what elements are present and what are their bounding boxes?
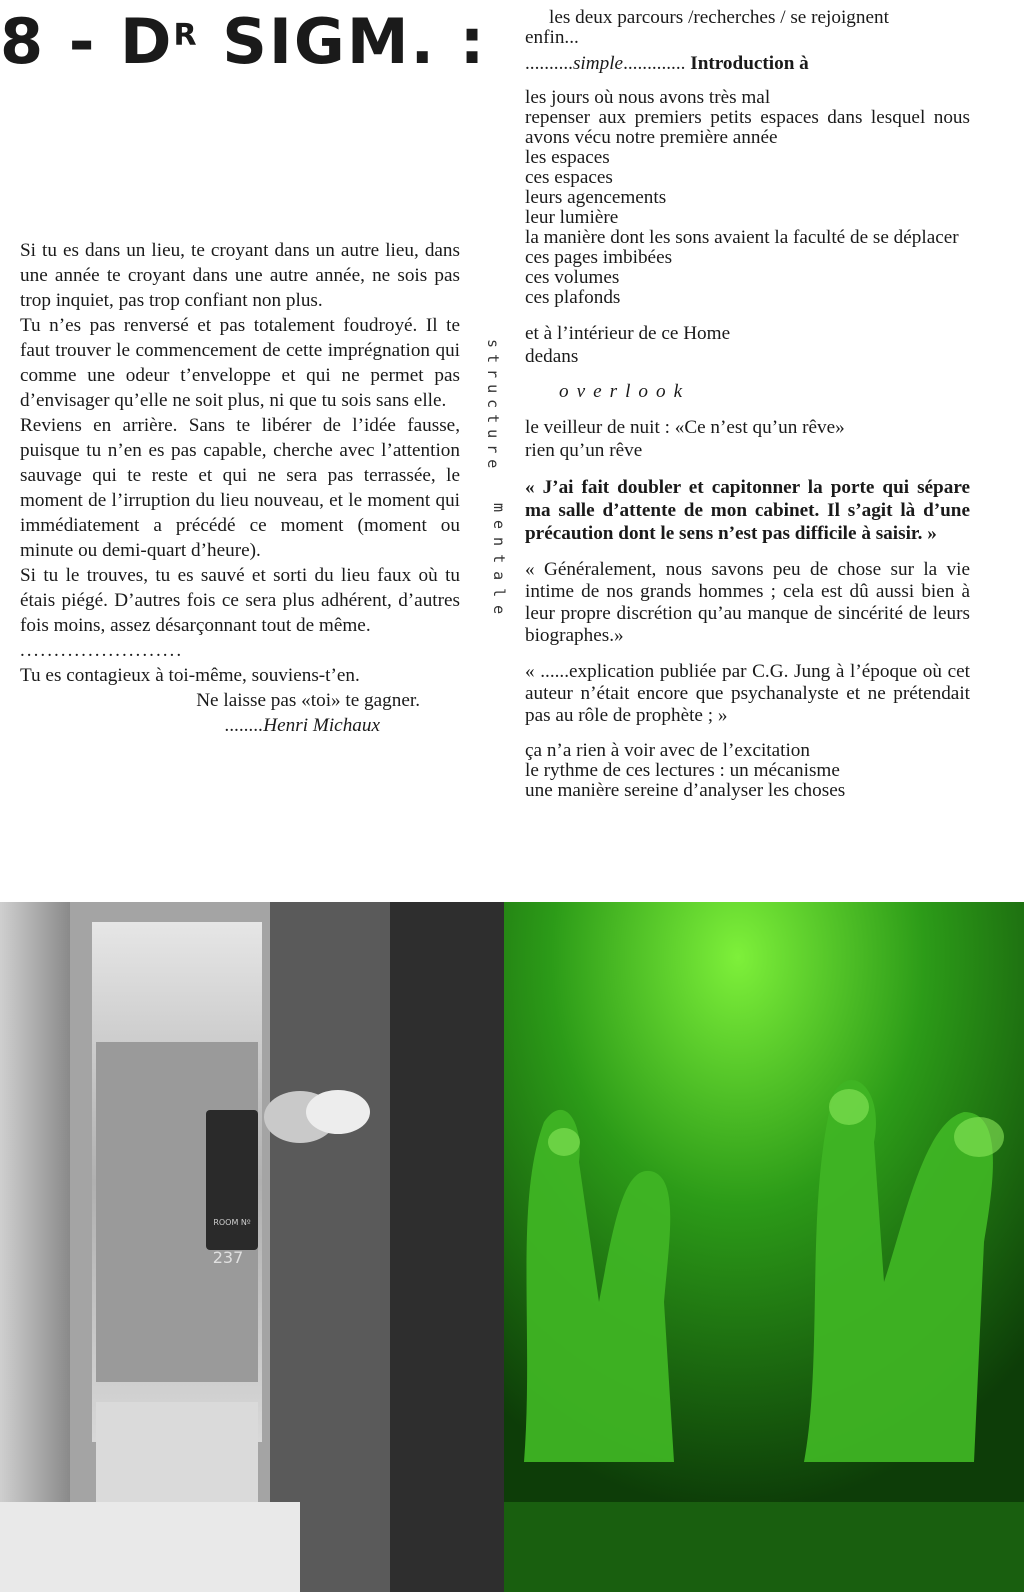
room-number: 237 (212, 1248, 244, 1267)
veilleur-line-1: le veilleur de nuit : «Ce n’est qu’un rêve» (525, 417, 845, 438)
michaux-paragraph-1: Si tu es dans un lieu, te croyant dans un autre lieu, dans une année te croyant dans une autre année, ne sois pas trop inquiet, pas trop confiant non plus. (20, 240, 460, 311)
photo-strip (0, 902, 1024, 1592)
right-column (525, 8, 970, 801)
list-line: repenser aux premiers petits espaces dans lesquel nous avons vécu notre première année (525, 107, 970, 148)
freud-quote-biographies: « Généralement, nous savons peu de chose sur la vie intime de nos grands hommes ; cela est dû aussi bien à leur propre discrétion qu’au manque de sincérité de leurs biographes.» (525, 559, 970, 646)
ending-line-3: une manière sereine d’analyser les choses (525, 780, 846, 801)
list-line: leurs agencements (525, 187, 667, 208)
list-line: leur lumière (525, 207, 619, 228)
room-label: ROOM Nº (213, 1218, 251, 1227)
word-simple: simple (572, 53, 624, 74)
introduction-heading (525, 54, 970, 74)
hands-photo (504, 902, 1024, 1592)
michaux-paragraph-3: Reviens en arrière. Sans te libérer de l’idée fausse, puisque tu n’en es pas capable, cherche avec l’attention sauvage qui te reste et qui ne sera pas terrassée, le moment de l’irruption du lieu nouveau, et le moment qui immédiatement a précédé ce moment (moment ou minute ou demi-quart d’heure). (20, 415, 460, 561)
introduction-a: Introduction à (690, 53, 809, 74)
title-main: 8 - D (0, 5, 174, 78)
intro-line-1: les deux parcours /recherches / se rejoignent (549, 7, 889, 28)
dotted-separator: ........................ (20, 640, 184, 661)
handwritten-structure: structure (484, 339, 502, 475)
ending-line-1: ça n’a rien à voir avec de l’excitation (525, 740, 810, 761)
list-line: ces plafonds (525, 287, 621, 308)
home-line-2: dedans (525, 346, 579, 367)
michaux-paragraph-2: Tu n’es pas renversé et pas totalement foudroyé. Il te faut trouver le commencement de cette imprégnation qui comme une odeur t’enveloppe et qui ne permet pas d’envisager qu’elle ne soit plus, ni que tu sois sans elle. (20, 315, 460, 411)
author-signature: ........Henri Michaux (224, 715, 380, 736)
door-photo (0, 902, 504, 1592)
freud-quote-door: « J’ai fait doubler et capitonner la porte qui sépare ma salle d’attente de mon cabinet. Il s’agit là d’une précaution dont le sens n’est pas difficile à saisir. » (525, 477, 970, 544)
michaux-paragraph-4: Si tu le trouves, tu es sauvé et sorti du lieu faux où tu étais piégé. D’autres fois ce sera plus adhérent, d’autres fois moins, assez désarçonnant tout de même. (20, 565, 460, 636)
dots-a: .......... (525, 53, 573, 74)
list-line: ces volumes (525, 267, 620, 288)
title-sup: R (173, 18, 199, 53)
list-line: les espaces (525, 147, 610, 168)
ending-line-2: le rythme de ces lectures : un mécanisme (525, 760, 840, 781)
list-line: les jours où nous avons très mal (525, 87, 771, 108)
closing-line-2: Ne laisse pas «toi» te gagner. (196, 690, 420, 711)
page-title (0, 2, 486, 82)
list-line: ces pages imbibées (525, 247, 673, 268)
closing-line-1: Tu es contagieux à toi-même, souviens-t’en. (20, 665, 360, 686)
overlook-word: overlook (559, 381, 691, 402)
handwritten-mentale: mentale (490, 503, 508, 623)
title-rest: SIGM. : (198, 5, 487, 78)
intro-line-2: enfin... (525, 27, 579, 48)
jung-quote: « ......explication publiée par C.G. Jung à l’époque où cet auteur n’était encore que psychanalyste et ne prétendait pas au rôle de prophète ; » (525, 661, 970, 726)
list-line: ces espaces (525, 167, 613, 188)
left-column (20, 238, 460, 738)
veilleur-line-2: rien qu’un rêve (525, 440, 643, 461)
handwritten-vertical-note (480, 335, 508, 665)
list-line: la manière dont les sons avaient la faculté de se déplacer (525, 227, 959, 248)
dots-b: ............. (623, 53, 686, 74)
home-line-1: et à l’intérieur de ce Home (525, 323, 731, 344)
